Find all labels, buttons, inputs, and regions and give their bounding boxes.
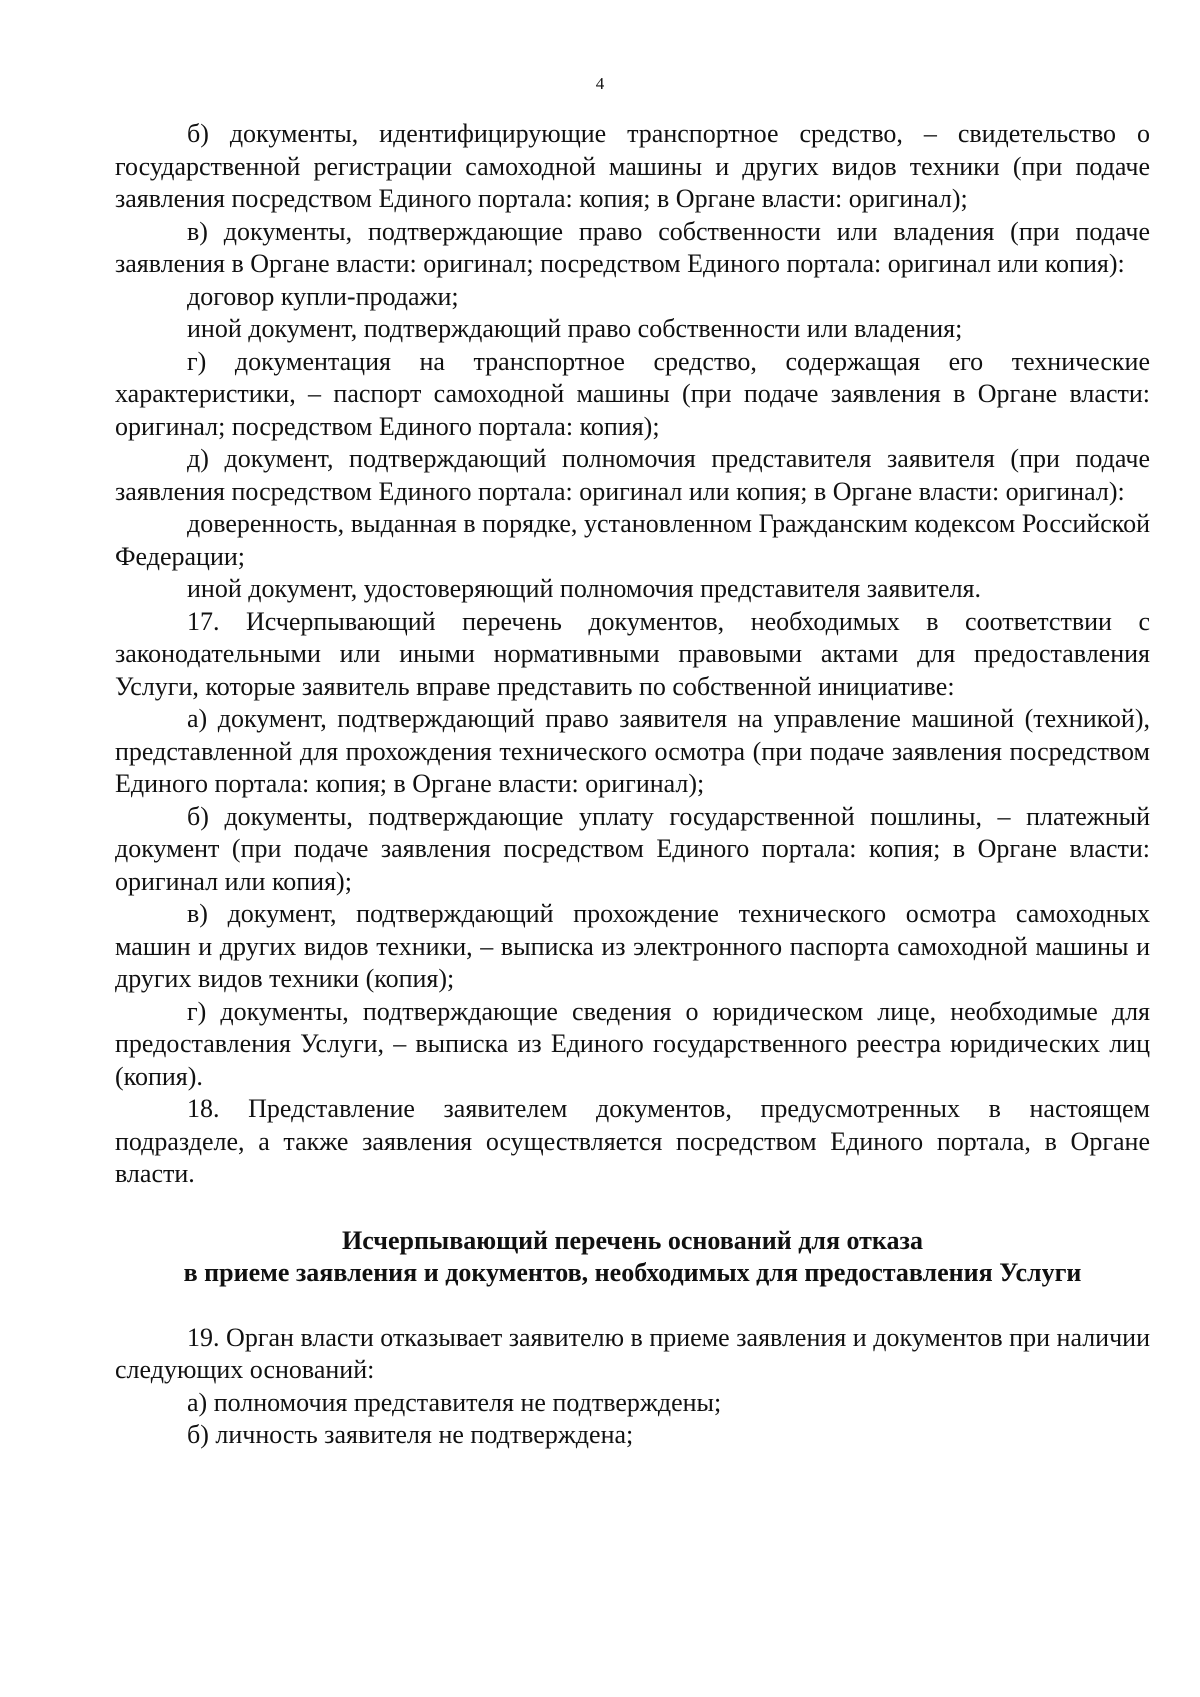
paragraph-clause-17-item-b: б) документы, подтверждающие уплату государственной пошлины, – платежный документ (при подаче заявления посредством Единого портала: копия; в Органе власти: оригинал или копия); (115, 801, 1150, 896)
page-number: 4 (595, 74, 605, 93)
paragraph-clause-17-item-v: в) документ, подтверждающий прохождение технического осмотра самоходных машин и других видов техники, – выписка из электронного паспорта самоходной машины и других видов техники (копия); (115, 899, 1150, 993)
paragraph-other-ownership-doc: иной документ, подтверждающий право собственности или владения; (187, 314, 963, 343)
paragraph-item-d-representative-docs: д) документ, подтверждающий полномочия представителя заявителя (при подаче заявления посредством Единого портала: оригинал или копия; в Органе власти: оригинал): (115, 444, 1150, 506)
paragraph-clause-17-item-g: г) документы, подтверждающие сведения о юридическом лице, необходимые для предоставления Услуги, – выписка из Единого государственного реестра юридических лиц (копия). (115, 996, 1150, 1091)
paragraph-other-authority-doc: иной документ, удостоверяющий полномочия представителя заявителя. (187, 574, 982, 603)
paragraph-clause-19-item-b: б) личность заявителя не подтверждена; (187, 1420, 634, 1449)
paragraph-item-b-identifying-docs: б) документы, идентифицирующие транспортное средство, – свидетельство о государственной регистрации самоходной машины и других видов техники (при подаче заявления посредством Единого портала: копия; в Органе власти: оригинал); (115, 119, 1150, 213)
paragraph-sales-contract: договор купли-продажи; (187, 281, 459, 311)
section-heading-line-2: в приеме заявления и документов, необходимых для предоставления Услуги (183, 1258, 1082, 1287)
paragraph-clause-18: 18. Представление заявителем документов, предусмотренных в настоящем подразделе, а также заявления осуществляется посредством Единого портала, в Органе власти. (115, 1094, 1150, 1188)
paragraph-clause-19: 19. Орган власти отказывает заявителю в приеме заявления и документов при наличии следующих оснований: (115, 1322, 1150, 1384)
paragraph-clause-17-item-a: а) документ, подтверждающий право заявителя на управление машиной (техникой), представленной для прохождения технического осмотра (при подаче заявления посредством Единого портала: копия; в Органе власти: оригинал); (115, 704, 1150, 798)
paragraph-power-of-attorney: доверенность, выданная в порядке, установленном Гражданским кодексом Российской Федерации; (115, 509, 1150, 571)
section-heading-line-1: Исчерпывающий перечень оснований для отказа (342, 1225, 923, 1255)
paragraph-item-v-ownership-docs: в) документы, подтверждающие право собственности или владения (при подаче заявления в Органе власти: оригинал; посредством Единого портала: оригинал или копия): (115, 216, 1150, 278)
paragraph-item-g-technical-docs: г) документация на транспортное средство, содержащая его технические характеристики, – паспорт самоходной машины (при подаче заявления в Органе власти: оригинал; посредством Единого портала: копия); (115, 346, 1150, 441)
paragraph-clause-17: 17. Исчерпывающий перечень документов, необходимых в соответствии с законодательными или иными нормативными правовыми актами для предоставления Услуги, которые заявитель вправе представить по собственной инициативе: (115, 606, 1150, 701)
section-heading (115, 1225, 1150, 1290)
paragraph-clause-19-item-a: а) полномочия представителя не подтверждены; (187, 1387, 722, 1417)
document-body (115, 118, 1150, 1452)
